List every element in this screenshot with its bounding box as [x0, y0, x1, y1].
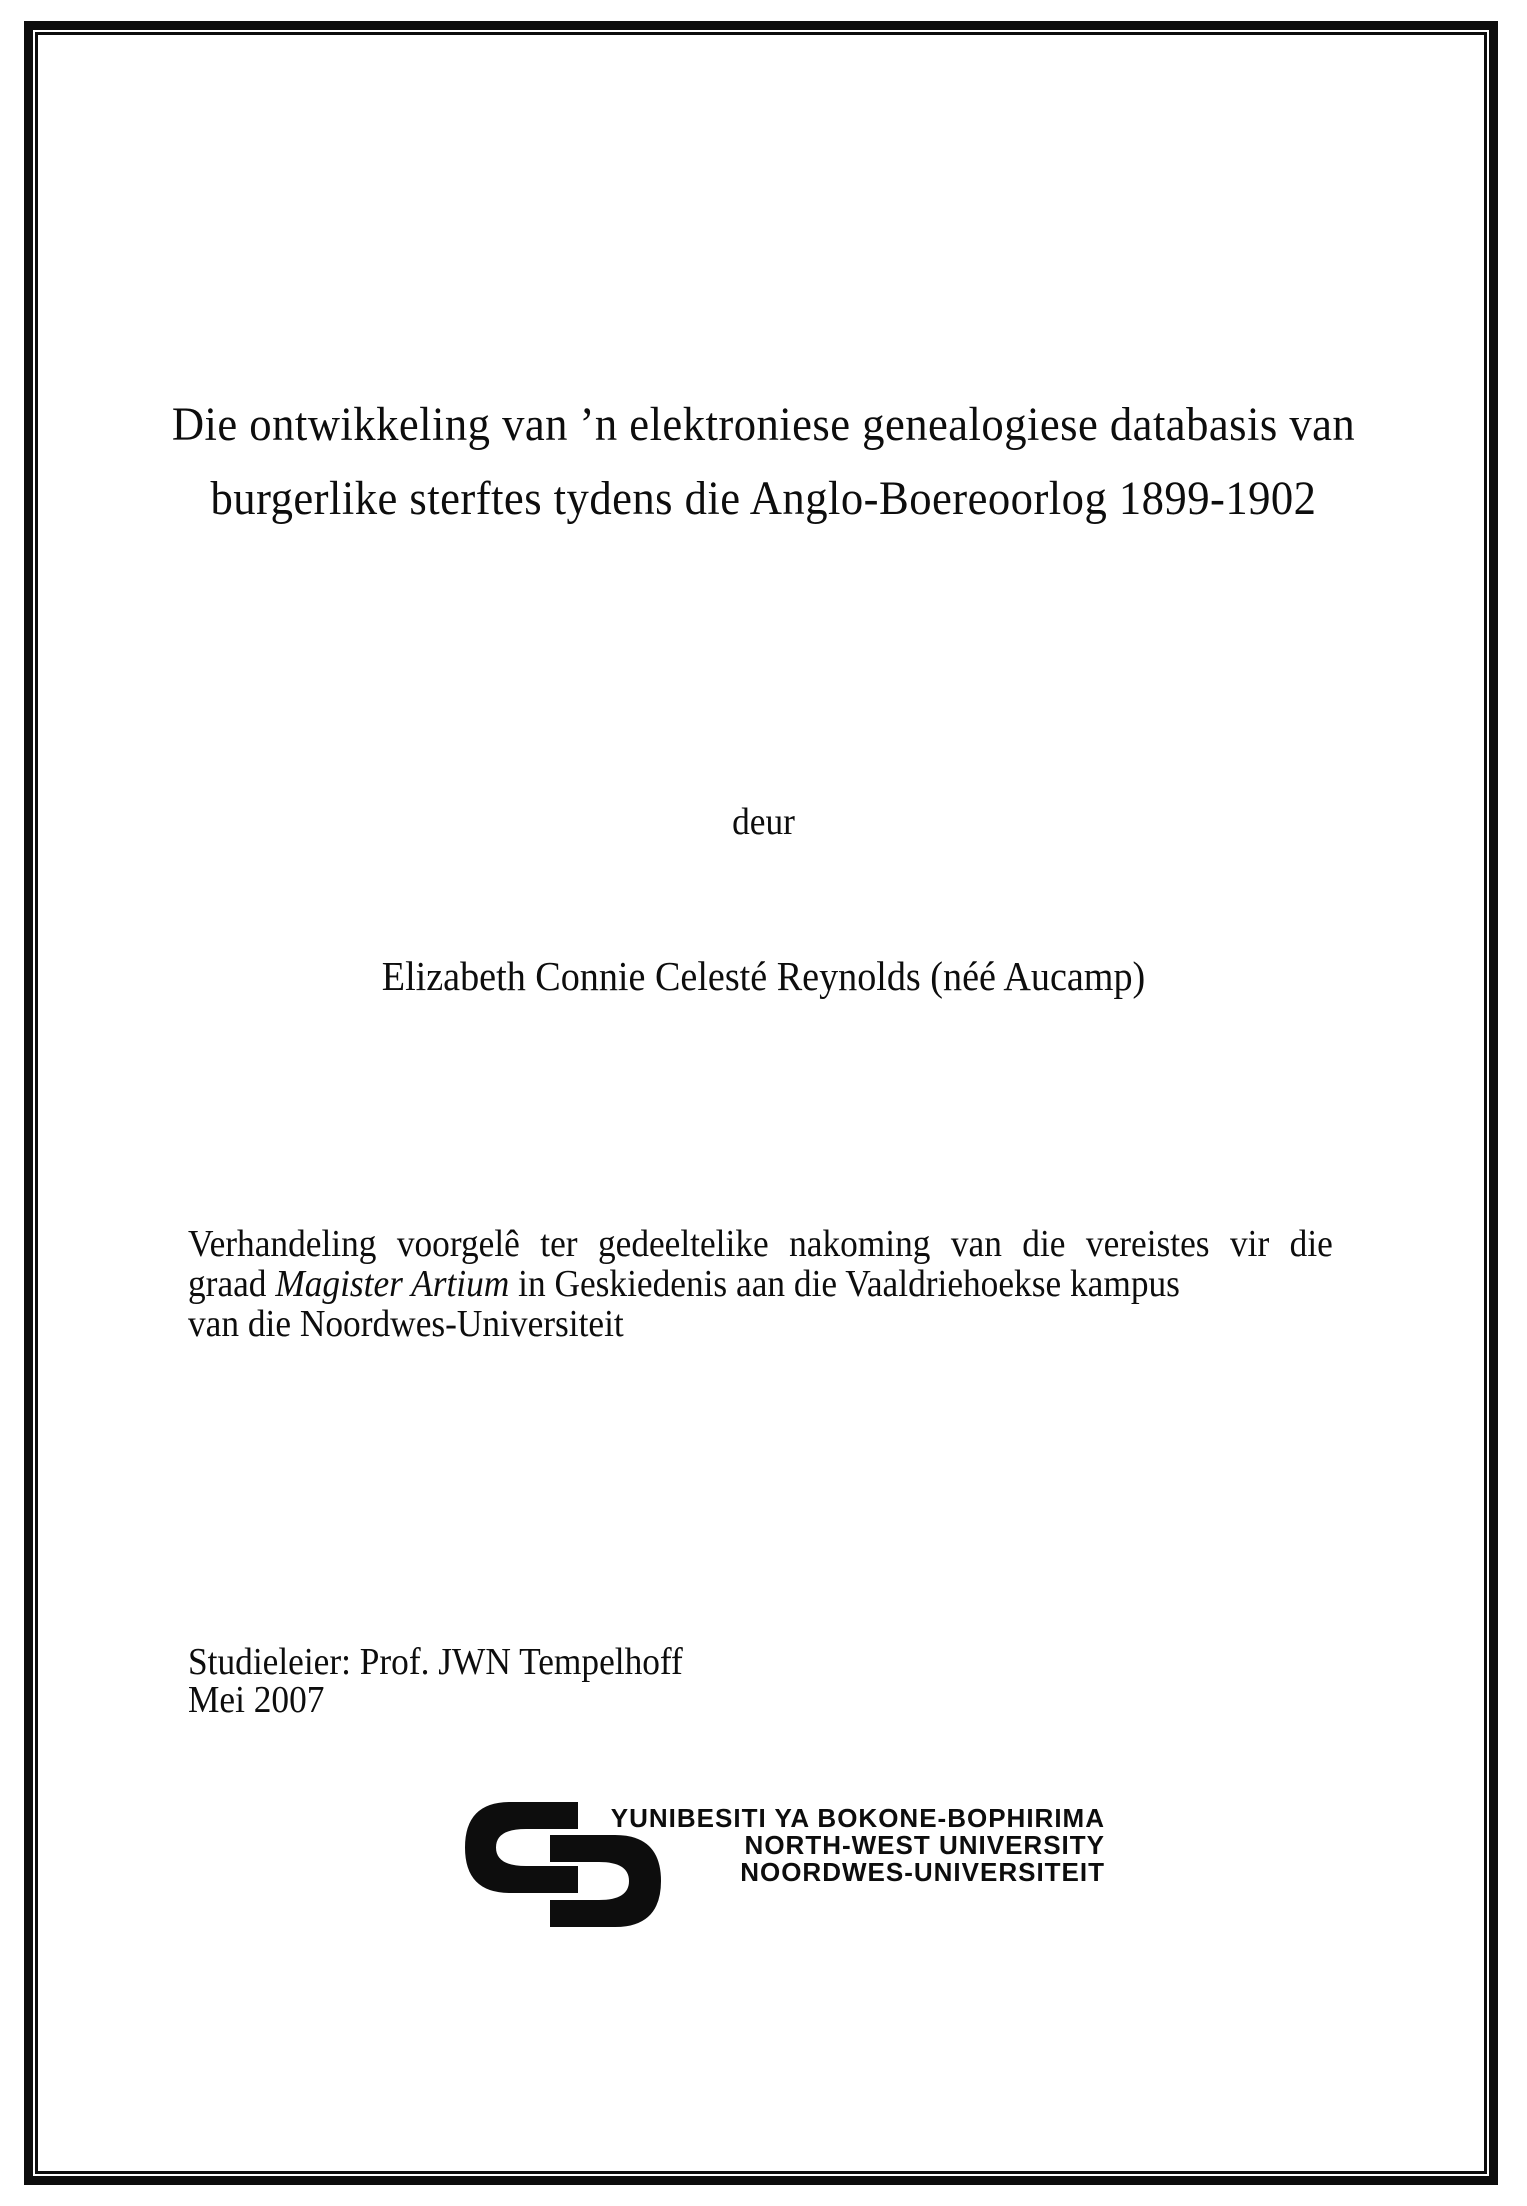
declaration-line3: van die Noordwes-Universiteit: [188, 1303, 624, 1345]
supervisor-line: Studieleier: Prof. JWN Tempelhoff: [188, 1641, 683, 1683]
degree-declaration: [188, 1224, 1333, 1344]
date-line: Mei 2007: [188, 1679, 325, 1721]
logo-line-setswana: YUNIBESITI YA BOKONE-BOPHIRIMA: [610, 1803, 1105, 1833]
declaration-line2-post: in Geskiedenis aan die Vaaldriehoekse kampus: [509, 1263, 1180, 1305]
declaration-line1: Verhandeling voorgelê ter gedeeltelike nakoming van die vereistes vir die: [188, 1223, 1333, 1265]
degree-name-italic: Magister Artium: [275, 1263, 510, 1305]
declaration-line2: [188, 1264, 1333, 1304]
thesis-title-line1: Die ontwikkeling van ’n elektroniese genealogiese databasis van: [171, 398, 1356, 451]
logo-line-english: NORTH-WEST UNIVERSITY: [744, 1830, 1105, 1860]
thesis-title-line2: burgerlike sterftes tydens die Anglo-Boereoorlog 1899-1902: [210, 472, 1317, 525]
thesis-title: [144, 388, 1384, 536]
supervisor-block: [188, 1643, 1333, 1719]
university-logo-text: [545, 1805, 1105, 1886]
byline-label: deur: [732, 801, 795, 843]
declaration-line2-pre: graad: [188, 1263, 276, 1305]
author-name: Elizabeth Connie Celesté Reynolds (néé Aucamp): [381, 953, 1146, 999]
logo-line-afrikaans: NOORDWES-UNIVERSITEIT: [740, 1857, 1105, 1887]
